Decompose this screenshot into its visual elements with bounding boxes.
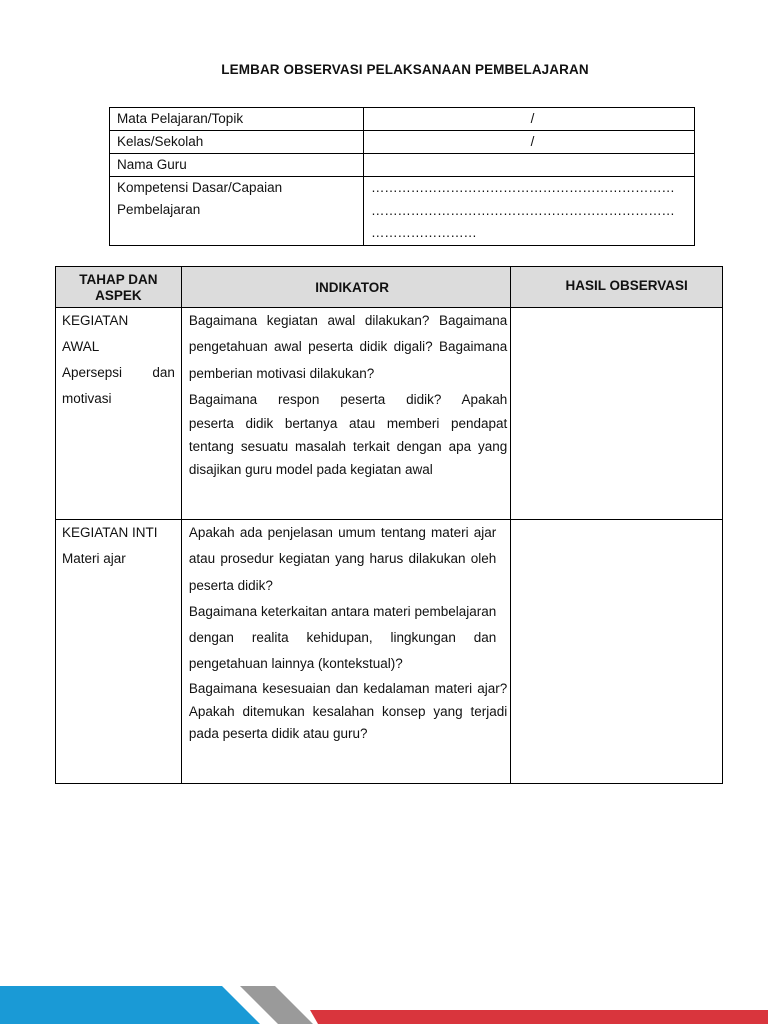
class-label: Kelas/Sekolah — [110, 131, 364, 154]
class-value[interactable]: / — [364, 131, 695, 154]
competency-dots-3: …………………… — [371, 225, 477, 240]
aspect-cell-awal — [56, 308, 182, 520]
result-cell-awal[interactable] — [511, 308, 723, 520]
indicator-inti-1: Apakah ada penjelasan umum tentang materi ajar atau prosedur kegiatan yang harus dilakukan oleh peserta didik? — [188, 525, 497, 593]
info-table — [109, 107, 695, 246]
table-row — [56, 520, 723, 784]
competency-dots-1: …………………………………………………………… — [371, 180, 675, 195]
footer-blue-band — [0, 986, 260, 1024]
indicator-inti-2: Bagaimana keterkaitan antara materi pembelajaran dengan realita kehidupan, lingkungan dan pengetahuan lainnya (kontekstual)? — [188, 603, 497, 672]
teacher-label: Nama Guru — [110, 154, 364, 177]
indicator-awal-1: Bagaimana kegiatan awal dilakukan? Bagaimana pengetahuan awal peserta didik digali? Bagaimana pemberian motivasi dilakukan? — [188, 313, 508, 381]
indicator-awal-2: Bagaimana respon peserta didik? Apakah — [188, 391, 508, 407]
footer-red-band — [310, 1010, 768, 1024]
competency-label — [110, 177, 364, 246]
table-row — [56, 308, 723, 520]
header-aspect-line-2: ASPEK — [95, 288, 142, 303]
subject-row — [110, 108, 695, 131]
document-title: LEMBAR OBSERVASI PELAKSANAAN PEMBELAJARAN — [221, 62, 589, 77]
indicator-cell-inti — [181, 520, 510, 784]
aspect-inti-line-1: KEGIATAN INTI — [62, 525, 158, 540]
header-result: HASIL OBSERVASI — [511, 267, 723, 308]
competency-label-line-1: Kompetensi Dasar/Capaian — [117, 180, 283, 195]
aspect-awal-line-3: Apersepsi dan — [62, 365, 175, 380]
competency-label-line-2: Pembelajaran — [117, 202, 201, 217]
competency-dots-2: …………………………………………………………… — [371, 202, 675, 218]
teacher-row — [110, 154, 695, 177]
observation-table — [55, 266, 723, 784]
observation-header-row — [56, 267, 723, 308]
aspect-awal-line-2: AWAL — [62, 339, 100, 354]
indicator-inti-3: Bagaimana kesesuaian dan kedalaman materi ajar? Apakah ditemukan kesalahan konsep yang terjadi pada peserta didik atau guru? — [188, 680, 508, 742]
result-cell-inti[interactable] — [511, 520, 723, 784]
indicator-cell-awal — [181, 308, 510, 520]
header-indicator: INDIKATOR — [181, 267, 510, 308]
teacher-value[interactable] — [364, 154, 695, 177]
aspect-cell-inti — [56, 520, 182, 784]
footer-decoration — [0, 986, 768, 1024]
class-row — [110, 131, 695, 154]
aspect-awal-line-1: KEGIATAN — [62, 313, 129, 328]
header-aspect-line-1: TAHAP DAN — [79, 272, 158, 287]
header-aspect — [56, 267, 182, 308]
subject-label: Mata Pelajaran/Topik — [110, 108, 364, 131]
competency-row — [110, 177, 695, 246]
aspect-inti-line-2: Materi ajar — [62, 551, 126, 566]
competency-value[interactable] — [364, 177, 695, 246]
indicator-awal-3: peserta didik bertanya atau memberi pendapat tentang sesuatu masalah terkait dengan apa yang disajikan guru model pada kegiatan awal — [188, 416, 508, 477]
aspect-awal-line-4: motivasi — [62, 391, 112, 406]
subject-value[interactable]: / — [364, 108, 695, 131]
